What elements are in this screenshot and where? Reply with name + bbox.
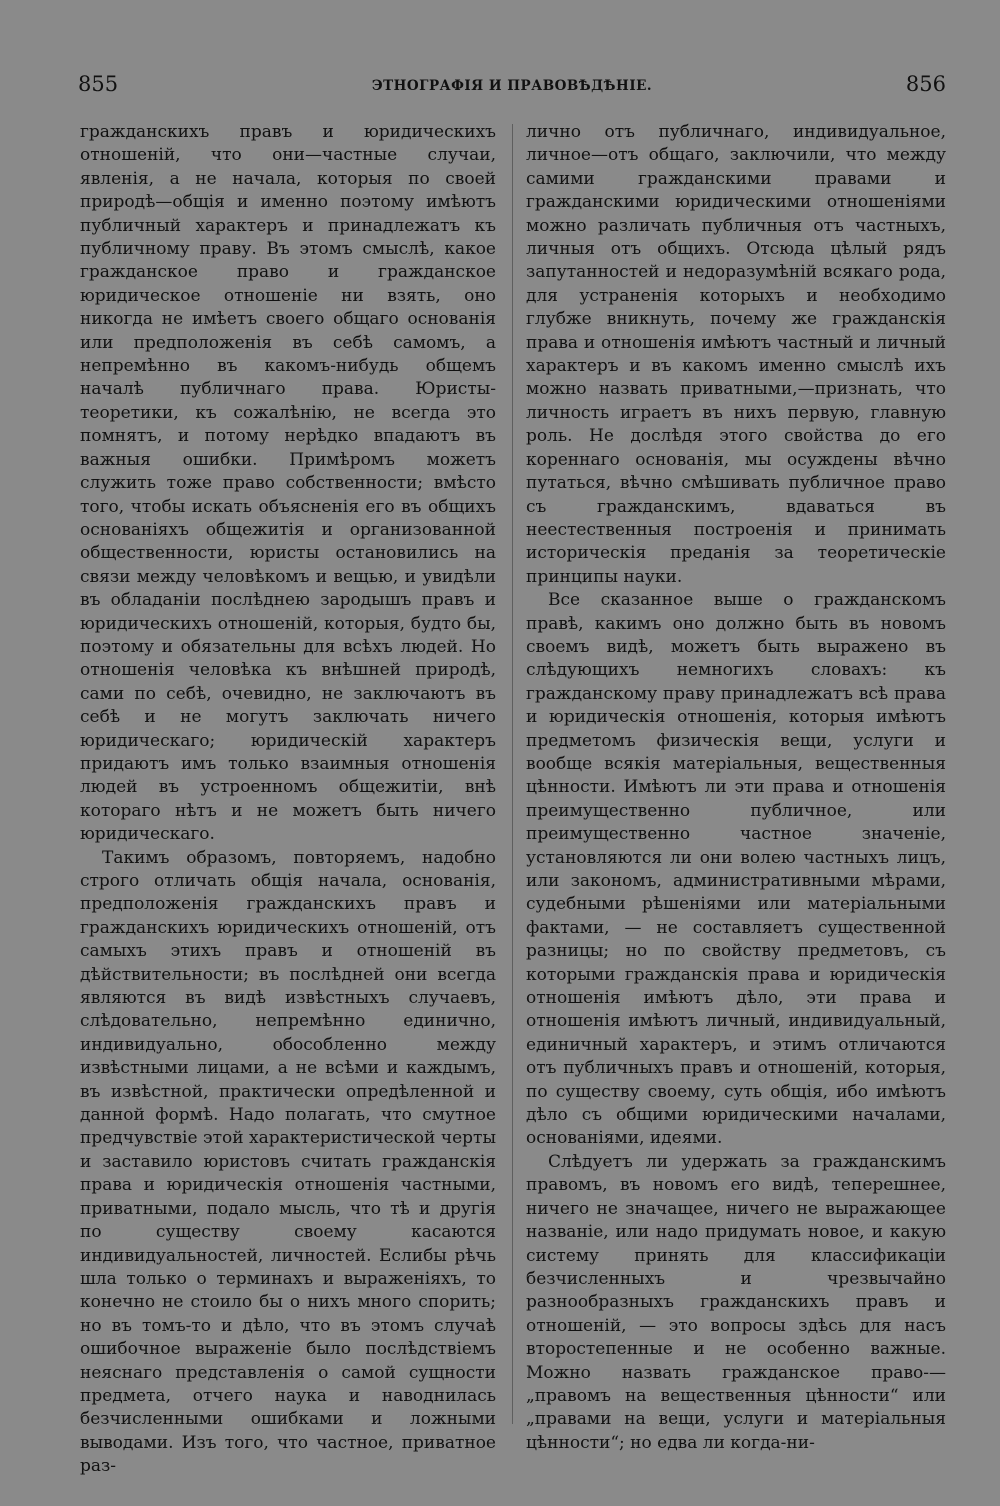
- right-paragraph-2: Все сказанное выше о гражданскомъ правѣ, какимъ оно должно быть въ новомъ своемъ видѣ, можетъ быть выражено въ слѣдующихъ немногихъ словахъ: къ гражданскому праву принадлежатъ всѣ права и юридическія отношенія, которыя имѣютъ предметомъ физическія вещи, услуги и вообще всякія матеріальныя, вещественныя цѣнности. Имѣютъ ли эти права и отношенія преимущественно публичное, или преимущественно частное значеніе, установляются ли они волею частныхъ лицъ, или закономъ, административными мѣрами, судебными рѣшеніями или матеріальными фактами, — не составляетъ существенной разницы; но по свойству предметовъ, съ которыми гражданскія права и юридическія отношенія имѣютъ дѣло, эти права и отношенія имѣютъ личный, индивидуальный, единичный характеръ, и этимъ отличаются отъ публичныхъ правъ и отношеній, которыя, по существу своему, суть общія, ибо имѣютъ дѣло съ общими юридическими началами, основаніями, идеями.: [526, 590, 946, 1149]
- column-divider: [512, 124, 513, 1424]
- page-header: [78, 72, 946, 102]
- left-paragraph-2: Такимъ образомъ, повторяемъ, надобно строго отличать общія начала, основанія, предположенія гражданскихъ правъ и гражданскихъ юридическихъ отношеній, отъ самыхъ этихъ правъ и отношеній въ дѣйствительности; въ послѣдней они всегда являются въ видѣ извѣстныхъ случаевъ, слѣдовательно, непремѣнно единично, индивидуально, обособленно между извѣстными лицами, а не всѣми и каждымъ, въ извѣстной, практически опредѣленной и данной формѣ. Надо полагать, что смутное предчувствіе этой характеристической черты и заставило юристовъ считать гражданскія права и юридическія отношенія частными, приватными, подало мысль, что тѣ и другія по существу своему касаются индивидуальностей, личностей. Еслибы рѣчь шла только о терминахъ и выраженіяхъ, то конечно не стоило бы о нихъ много спорить; но въ томъ-то и дѣло, что въ этомъ случаѣ ошибочное выраженіе было послѣдствіемъ неяснаго представленія о самой сущности предмета, отчего наука и наводнилась безчисленными ошибками и ложными выводами. Изъ того, что частное, приватное раз-: [80, 847, 496, 1477]
- page-number-left: 855: [78, 72, 119, 96]
- running-title: ЭТНОГРАФІЯ И ПРАВОВѢДѢНІЕ.: [371, 78, 653, 94]
- right-paragraph-3: Слѣдуетъ ли удержать за гражданскимъ правомъ, въ новомъ его видѣ, теперешнее, ничего не значащее, ничего не выражающее названіе, или надо придумать новое, и какую систему принять для классификаціи безчисленныхъ и чрезвычайно разнообразныхъ гражданскихъ правъ и отношеній, — это вопросы здѣсь для насъ второстепенные и не особенно важные. Можно назвать гражданское право-—„правомъ на вещественныя цѣнности“ или „правами на вещи, услуги и матеріальныя цѣнности“; но едва ли когда-ни-: [526, 1151, 946, 1453]
- right-paragraph-1: лично отъ публичнаго, индивидуальное, личное—отъ общаго, заключили, что между самими гражданскими правами и гражданскими юридическими отношеніями можно различать публичныя отъ частныхъ, личныя отъ общихъ. Отсюда цѣлый рядъ запутанностей и недоразумѣній всякаго рода, для устраненія которыхъ и необходимо глубже вникнуть, почему же гражданскія права и отношенія имѣютъ частный и личный характеръ и въ какомъ именно смыслѣ ихъ можно назвать приватными,—признать, что личность играетъ въ нихъ первую, главную роль. Не дослѣдя этого свойства до его кореннаго основанія, мы осуждены вѣчно путаться, вѣчно смѣшивать публичное право съ гражданскимъ, вдаваться въ неестественныя построенія и принимать историческія преданія за теоретическіе принципы науки.: [526, 122, 946, 587]
- page-number-right: 856: [905, 72, 946, 96]
- right-column: [526, 121, 946, 1453]
- left-paragraph-1: гражданскихъ правъ и юридическихъ отношеній, что они—частные случаи, явленія, а не начала, которыя по своей природѣ—общія и именно поэтому имѣютъ публичный характеръ и принадлежатъ къ публичному праву. Въ этомъ смыслѣ, какое гражданское право и гражданское юридическое отношеніе ни взять, оно никогда не имѣетъ своего общаго основанія или предположенія въ себѣ самомъ, а непремѣнно въ какомъ-нибудь общемъ началѣ публичнаго права. Юристы-теоретики, къ сожалѣнію, не всегда это помнятъ, и потому нерѣдко впадаютъ въ важныя ошибки. Примѣромъ можетъ служить тоже право собственности; вмѣсто того, чтобы искать объясненія его въ общихъ основаніяхъ общежитія и организованной общественности, юристы остановились на связи между человѣкомъ и вещью, и увидѣли въ обладаніи послѣднею зародышъ правъ и юридическихъ отношеній, которыя, будто бы, поэтому и обязательны для всѣхъ людей. Но отношенія человѣка къ внѣшней природѣ, сами по себѣ, очевидно, не заключаютъ въ себѣ и не могутъ заключать ничего юридическаго; юридическій характеръ придаютъ имъ только взаимныя отношенія людей въ устроенномъ общежитіи, внѣ котораго нѣтъ и не можетъ быть ничего юридическаго.: [80, 122, 496, 845]
- left-column: [80, 121, 496, 1477]
